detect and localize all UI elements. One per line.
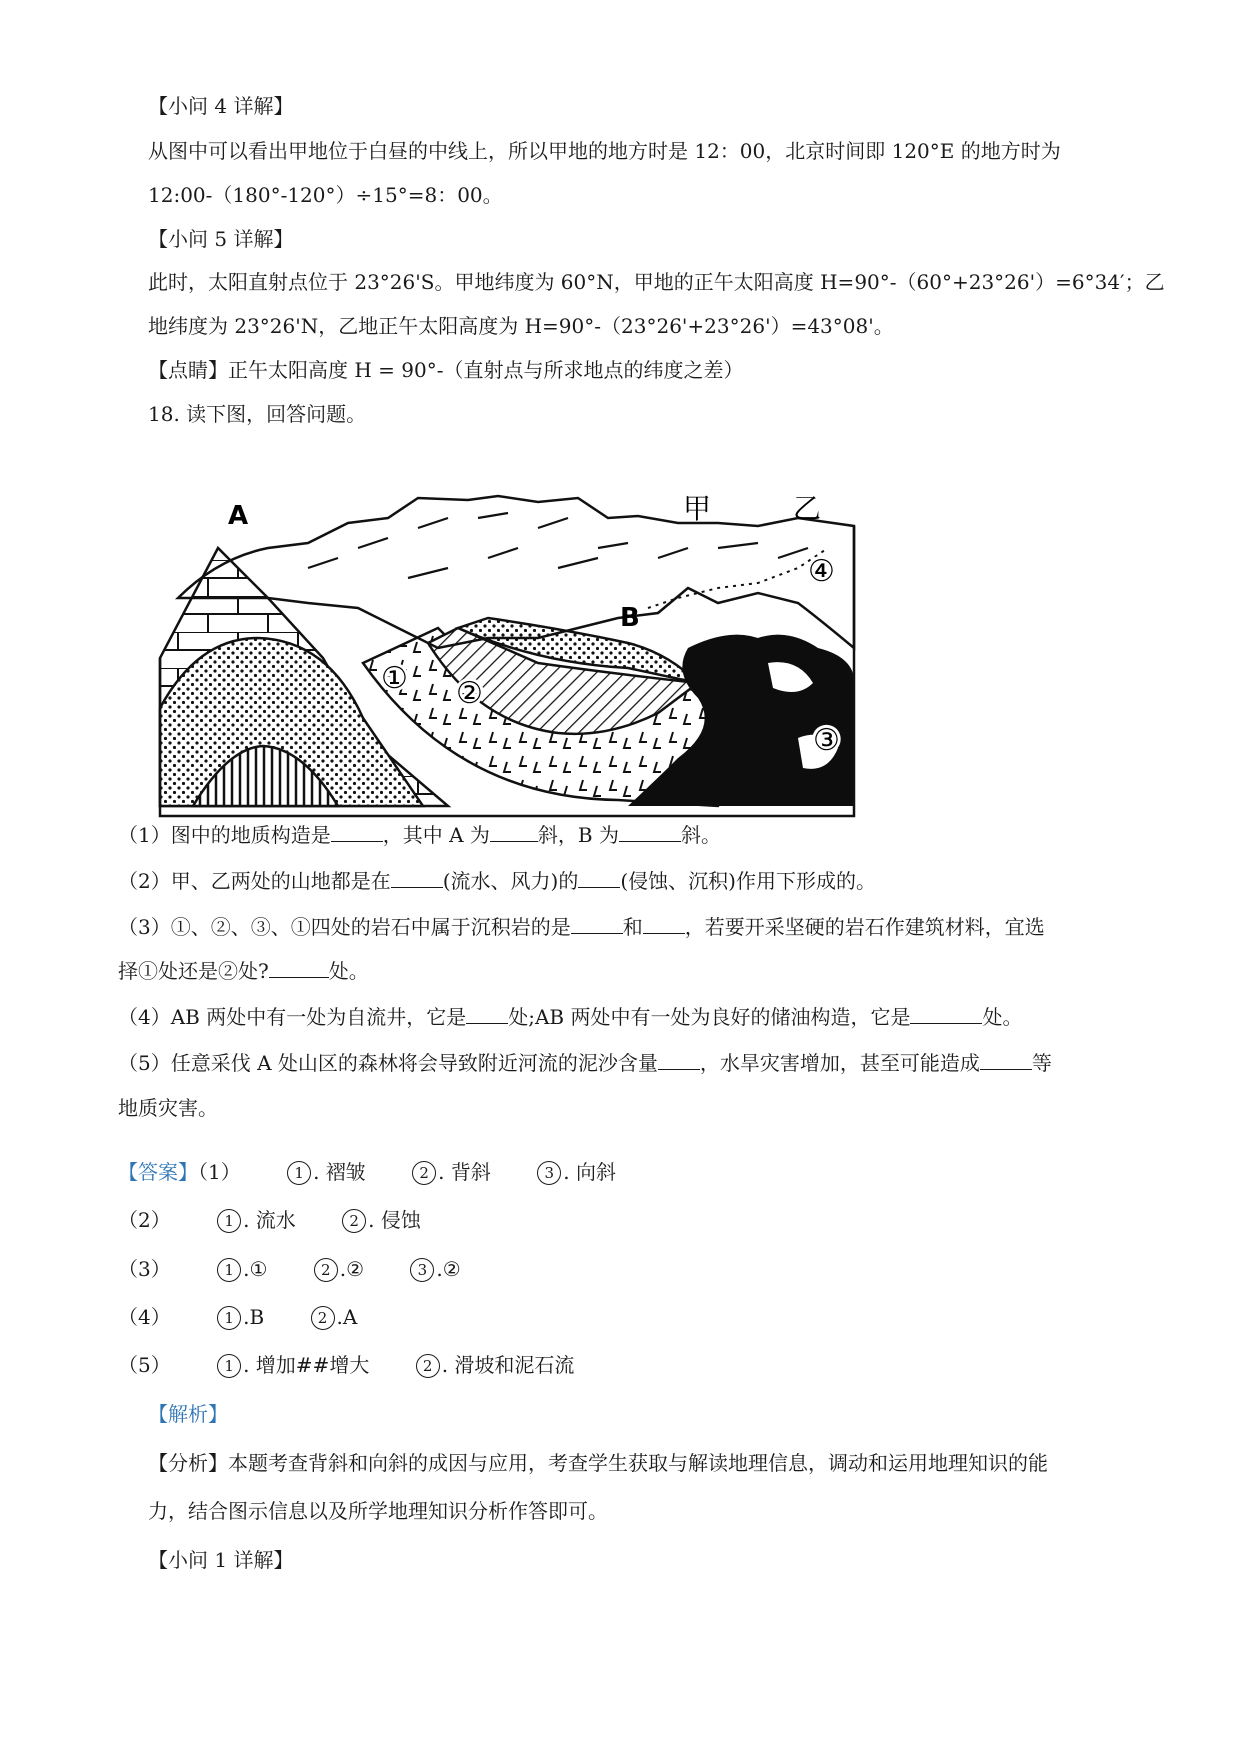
sub4-text-a: （4）AB 两处中有一处为自流井，它是 — [118, 1005, 467, 1029]
sub3-text-c: ，若要开采坚硬的岩石作建筑材料，宜选 — [684, 915, 1045, 939]
q18-sub1 — [118, 821, 721, 849]
blank[interactable] — [658, 1049, 700, 1070]
answer-choice-text: .① — [243, 1257, 268, 1281]
answer-choice-marker: 1 — [217, 1354, 241, 1378]
sub5-text-a: （5）任意采伐 A 处山区的森林将会导致附近河流的泥沙含量 — [118, 1051, 658, 1075]
question-18-stem: 18. 读下图，回答问题。 — [148, 402, 367, 426]
answer-choice-text: .② — [436, 1257, 461, 1281]
answer-choice-text: . 增加##增大 — [243, 1353, 370, 1377]
answer-choice-marker: 2 — [311, 1306, 335, 1330]
figure-label-4: ④ — [808, 554, 835, 589]
answer-choice-marker: 1 — [217, 1209, 241, 1233]
answer-choice-text: . 流水 — [243, 1208, 296, 1232]
q18-sub3 — [118, 913, 1045, 941]
answer-choice-marker: 1 — [217, 1258, 241, 1282]
sub5-text-c: 等 — [1031, 1051, 1052, 1075]
answer-choice-marker: 2 — [314, 1258, 338, 1282]
figure-label-3: ③ — [813, 723, 840, 758]
q5-header: 【小问 5 详解】 — [148, 227, 294, 251]
q1-detail-header: 【小问 1 详解】 — [148, 1548, 294, 1572]
blank[interactable] — [466, 1003, 508, 1024]
blank[interactable] — [490, 821, 538, 842]
answer-choice-text: .A — [336, 1305, 358, 1329]
answer-choice-marker: 2 — [342, 1209, 366, 1233]
blank[interactable] — [571, 913, 623, 934]
q4-text-line1: 从图中可以看出甲地位于白昼的中线上，所以甲地的地方时是 12：00，北京时间即 120°E 的地方时为 — [148, 139, 1061, 163]
blank[interactable] — [980, 1049, 1032, 1070]
answer-choice-marker: 2 — [412, 1161, 436, 1185]
sub1-text-a: （1）图中的地质构造是 — [118, 823, 331, 847]
q4-text-line2: 12:00-（180°-120°）÷15°=8：00。 — [148, 183, 503, 207]
blank[interactable] — [391, 867, 443, 888]
sub4-text-c: 处。 — [982, 1005, 1023, 1029]
sub2-text-a: （2）甲、乙两处的山地都是在 — [118, 869, 391, 893]
blank[interactable] — [643, 913, 685, 934]
sub2-text-c: (侵蚀、沉积)作用下形成的。 — [620, 869, 876, 893]
sub1-text-b: ，其中 A 为 — [382, 823, 490, 847]
answer-row-5 — [118, 1351, 574, 1379]
q5-text-line1: 此时，太阳直射点位于 23°26'S。甲地纬度为 60°N，甲地的正午太阳高度 H=90°-（60°+23°26'）=6°34′；乙 — [148, 270, 1165, 294]
q18-sub5 — [118, 1049, 1052, 1077]
tip-note: 【点睛】正午太阳高度 H = 90°-（直射点与所求地点的纬度之差） — [148, 358, 744, 382]
q4-header: 【小问 4 详解】 — [148, 94, 294, 118]
sub3-text-b: 和 — [622, 915, 643, 939]
answer-choice-marker: 1 — [217, 1306, 241, 1330]
blank[interactable] — [331, 821, 383, 842]
figure-label-yi: 乙 — [793, 492, 822, 525]
blank[interactable] — [578, 867, 620, 888]
answer-row-2 — [118, 1206, 421, 1234]
answer-num: （2） — [118, 1208, 171, 1232]
answer-choice-text: . 滑坡和泥石流 — [441, 1353, 575, 1377]
q18-sub2 — [118, 867, 876, 895]
sub3-text-d: 择①处还是②处? — [118, 959, 269, 983]
answer-choice-marker: 2 — [416, 1354, 440, 1378]
answer-choice-text: . 褶皱 — [313, 1160, 366, 1184]
answer-choice-marker: 3 — [410, 1258, 434, 1282]
analysis-line2: 力，结合图示信息以及所学地理知识分析作答即可。 — [148, 1499, 608, 1523]
answer-choice-marker: 1 — [287, 1161, 311, 1185]
answer-num: （5） — [118, 1353, 171, 1377]
figure-label-2: ② — [456, 676, 483, 711]
sub3-text-a: （3）①、②、③、①四处的岩石中属于沉积岩的是 — [118, 915, 571, 939]
sub1-text-d: 斜。 — [680, 823, 721, 847]
answer-choice-text: . 向斜 — [563, 1160, 616, 1184]
blank[interactable] — [619, 821, 681, 842]
figure-label-B: B — [620, 603, 640, 633]
blank[interactable] — [269, 957, 329, 978]
answer-choice-text: .② — [339, 1257, 365, 1281]
answer-row-4 — [118, 1303, 357, 1331]
sub2-text-b: (流水、风力)的 — [442, 869, 579, 893]
blank[interactable] — [910, 1003, 982, 1024]
sub1-text-c: 斜，B 为 — [537, 823, 619, 847]
answer-row-1 — [118, 1158, 616, 1186]
figure-label-1: ① — [381, 661, 408, 696]
answer-choice-text: . 背斜 — [438, 1160, 491, 1184]
sub5-text-b: ，水旱灾害增加，甚至可能造成 — [699, 1051, 980, 1075]
q5-text-line2: 地纬度为 23°26'N，乙地正午太阳高度为 H=90°-（23°26'+23°26'）=43°08'。 — [148, 314, 894, 338]
figure-label-jia: 甲 — [683, 492, 712, 525]
answer-choice-text: .B — [243, 1305, 265, 1329]
sub4-text-b: 处;AB 两处中有一处为良好的储油构造，它是 — [508, 1005, 911, 1029]
q18-sub3-cont — [118, 957, 369, 985]
answer-row-3 — [118, 1255, 461, 1283]
answer-num: （3） — [118, 1257, 171, 1281]
figure-label-A: A — [228, 501, 249, 531]
answer-num: （4） — [118, 1305, 171, 1329]
q18-sub5-cont: 地质灾害。 — [118, 1096, 218, 1120]
analysis-label: 【解析】 — [148, 1402, 228, 1426]
answer-num: （1） — [198, 1160, 241, 1184]
answer-label: 【答案】 — [118, 1160, 198, 1184]
sub3-text-e: 处。 — [328, 959, 369, 983]
answer-choice-marker: 3 — [537, 1161, 561, 1185]
analysis-line1: 【分析】本题考查背斜和向斜的成因与应用，考查学生获取与解读地理信息，调动和运用地理知识的能 — [148, 1451, 1048, 1475]
geologic-structure-figure — [158, 488, 858, 818]
answer-choice-text: . 侵蚀 — [368, 1208, 421, 1232]
q18-sub4 — [118, 1003, 1022, 1031]
